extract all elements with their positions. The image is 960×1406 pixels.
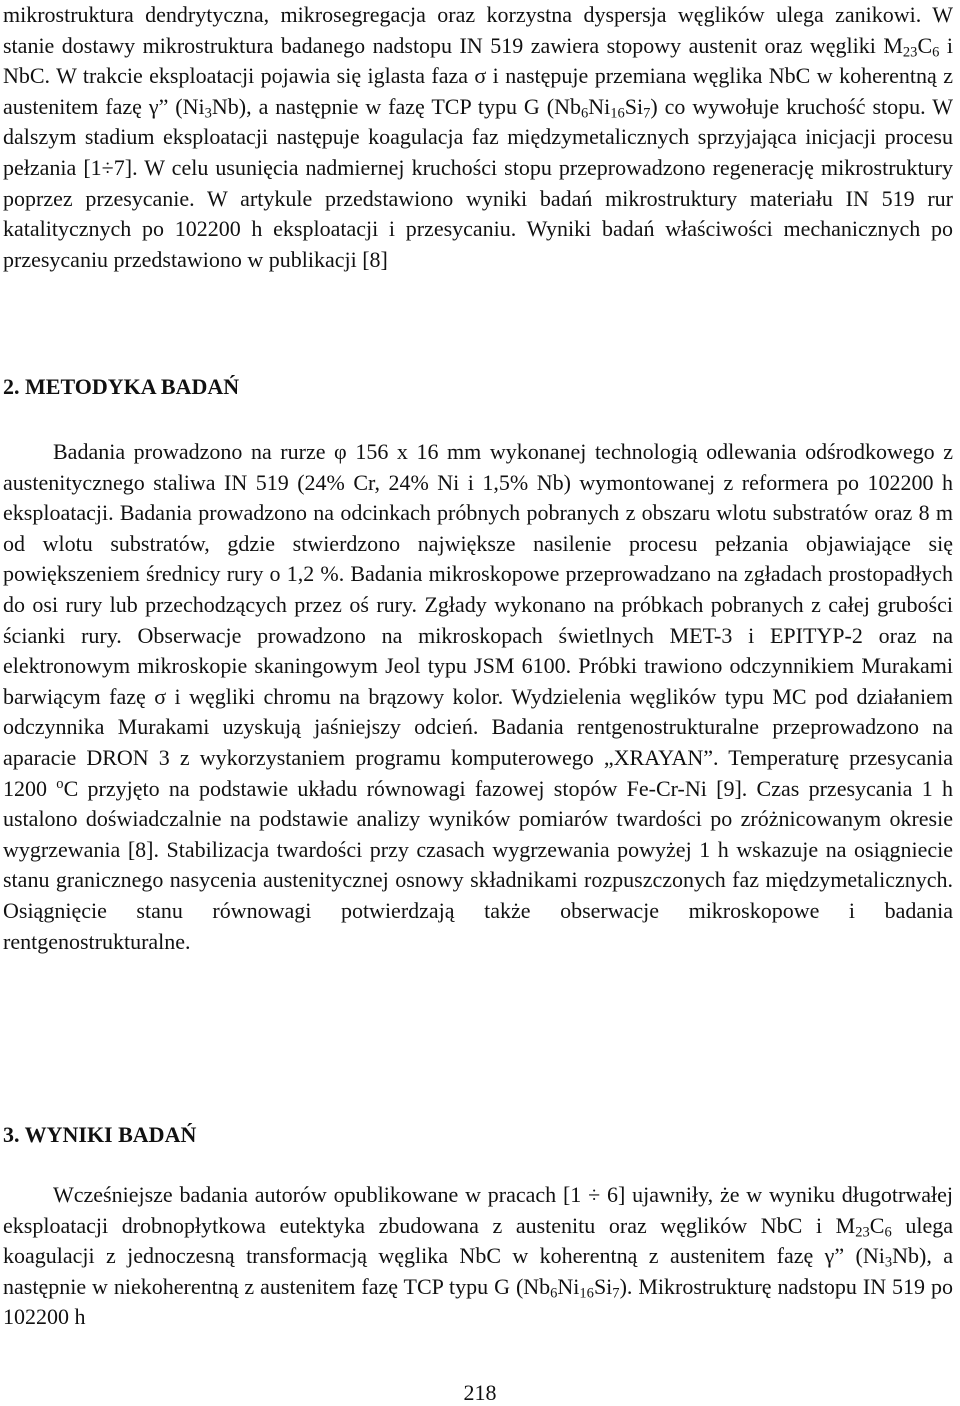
results-text: Ni	[557, 1273, 580, 1299]
intro-text-4: ) co wywołuje kruchość stopu. W dalszym stadium eksploatacji następuje koagulacja faz międzymetalicznych sprzyjająca inicjacji procesu pełzania [1÷7]. W celu usunięcia nadmiernej kruchości stopu przeprowadzono regenerację mikrostruktury poprzez przesycanie. W artykule przedstawiono wyniki badań mikrostruktury materiału IN 519 rur katalitycznych po 102200 h eksploatacji i przesycaniu. Wyniki badań właściwości mechanicznych po przesycaniu przedstawiono w publikacji [8]	[3, 93, 953, 272]
section-2-paragraph	[3, 437, 953, 957]
subscript: 7	[612, 1285, 620, 1302]
section-2-heading: 2. METODYKA BADAŃ	[3, 374, 240, 399]
intro-text: C	[917, 32, 933, 58]
results-text: C	[869, 1212, 885, 1238]
subscript: 6	[884, 1224, 892, 1241]
results-text-3: Nb), a następnie w niekoherentną z austenitem fazę TCP typu G (Nb	[3, 1243, 953, 1299]
subscript: 7	[643, 105, 651, 122]
subscript: 3	[884, 1254, 893, 1271]
page-number: 218	[463, 1380, 497, 1405]
subscript: 16	[610, 105, 625, 122]
intro-text: Ni	[588, 93, 611, 119]
subscript: 6	[932, 44, 940, 61]
results-text-2: ulega koagulacji z jednoczesną transformacją węglika NbC w koherentną z austenitem fazę γ” (Ni	[3, 1212, 953, 1269]
subscript: 3	[204, 105, 212, 122]
subscript: 6	[550, 1285, 558, 1302]
subscript: 6	[580, 105, 589, 122]
intro-text-1: mikrostruktura dendrytyczna, mikrosegregacja oraz korzystna dyspersja węglików ulega zanikowi. W stanie dostawy mikrostruktura badanego nadstopu IN 519 zawiera stopowy austenit oraz węgliki M	[3, 2, 953, 58]
results-text: Si	[593, 1273, 613, 1299]
results-text-1: Wcześniejsze badania autorów opublikowane w pracach [1 ÷ 6] ujawniły, że w wyniku długotrwałej eksploatacji drobnopłytkowa eutektyka zbudowana z austenitu oraz węglików NbC i M	[3, 1182, 953, 1238]
methodology-text-2: C przyjęto na podstawie układu równowagi fazowej stopów Fe-Cr-Ni [9]. Czas przesycania 1 h ustalono doświadczalnie na podstawie analizy wyników pomiarów twardości po zróżnicowanym okresie wygrzewania [8]. Stabilizacja twardości przy czasach wygrzewania powyżej 1 h wskazuje na osiągniecie stanu granicznego nasycenia austenitycznej osnowy składnikami rozpuszczonych faz międzymetalicznych. Osiągnięcie stanu równowagi potwierdzają także obserwacje mikroskopowe i badania rentgenostrukturalne.	[3, 775, 954, 954]
superscript-degree: o	[56, 775, 64, 792]
intro-text: Si	[624, 93, 644, 119]
subscript: 16	[579, 1285, 594, 1302]
section-3-heading: 3. WYNIKI BADAŃ	[3, 1122, 197, 1147]
section-3-paragraph	[3, 1180, 953, 1333]
intro-text-3: Nb), a następnie w fazę TCP typu G (Nb	[211, 93, 581, 119]
results-text-4: ). Mikrostrukturę nadstopu IN 519 po 102200 h	[3, 1273, 953, 1330]
methodology-text-1: Badania prowadzono na rurze φ 156 x 16 mm wykonanej technologią odlewania odśrodkowego z austenitycznego staliwa IN 519 (24% Cr, 24% Ni i 1,5% Nb) wymontowanej z reformera po 102200 h eksploatacji. Badania prowadzono na odcinkach próbnych pobranych z obszaru wlotu substratów oraz 8 m od wlotu substratów, gdzie stwierdzono największe nasilenie procesu pełzania objawiające się powiększeniem średnicy rury o 1,2 %. Badania mikroskopowe przeprowadzano na zgładach prostopadłych do osi rury lub przechodzących przez oś rury. Zgłady wykonano na próbkach pobranych z całej grubości ścianki rury. Obserwacje prowadzono na mikroskopach świetlnych MET-3 i EPITYP-2 oraz na elektronowym mikroskopie skaningowym Jeol typu JSM 6100. Próbki trawiono odczynnikiem Murakami barwiącym fazę σ i węgliki chromu na brązowy kolor. Wydzielenia węglików typu MC pod działaniem odczynnika Murakami uzyskują jaśniejszy odcień. Badania rentgenostrukturalne przeprowadzono na aparacie DRON 3 z wykorzystaniem programu komputerowego „XRAYAN”. Temperaturę przesycania 1200	[3, 439, 953, 801]
intro-paragraph	[3, 0, 953, 275]
subscript: 23	[855, 1224, 870, 1241]
intro-text-2: i NbC. W trakcie eksploatacji pojawia się iglasta faza σ i następuje przemiana węglika NbC w koherentną z austenitem fazę γ” (Ni	[3, 32, 953, 119]
subscript: 23	[902, 44, 918, 61]
